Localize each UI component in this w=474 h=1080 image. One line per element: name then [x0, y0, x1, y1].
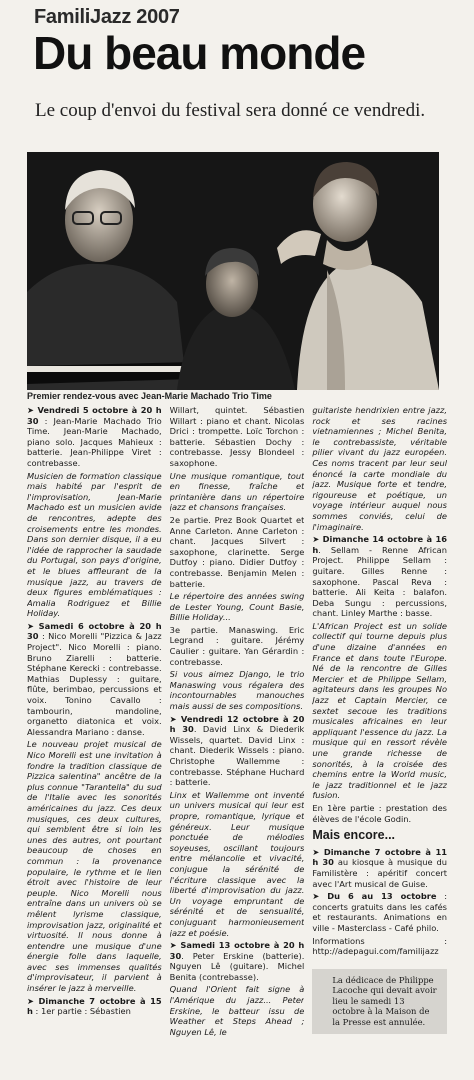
arrow-icon: ➤: [312, 846, 324, 857]
event-date: Vendredi 12 octobre à 20 h 30: [169, 713, 305, 735]
event-description: Le répertoire des années swing de Lester Young, Count Basie, Billie Holiday...: [169, 591, 305, 623]
info-link: Informations : http://adepagui.com/familijazz: [312, 935, 448, 957]
event-description: Une musique romantique, tout en finesse, fraîche et printanière dans un répertoire jazz et chansons françaises.: [169, 470, 305, 513]
event-lineup: : Nico Morelli "Pizzica & Jazz Project". Nico Morelli : piano. Bruno Ziarelli : batterie. Stéphane Kerecki : contrebasse. Mathias Duplessy : guitare, flûte, berimbao, percussions et voix. Tonino Cavallo : tambourin, mandoline, organetto diatonica et voix. Alessandra Mariano : danse.: [27, 631, 162, 737]
arrow-icon: ➤: [27, 995, 39, 1006]
kicker: FamiliJazz 2007: [34, 6, 180, 28]
event-date: Vendredi 5 octobre à 20 h 30: [27, 405, 162, 426]
notice-box: La dédicace de Philippe Lacoche qui devait avoir lieu le samedi 13 octobre à la Maison de la Presse est annulée.: [312, 969, 447, 1034]
event-vendredi-5: [27, 405, 162, 469]
arrow-icon: ➤: [169, 940, 181, 951]
event-lineup: . Peter Erskine (batterie). Nguyen Lê (guitare). Michel Benita (contrebasse).: [169, 950, 305, 982]
event-lineup: En 1ère partie : prestation des élèves de l'école Godin.: [312, 802, 448, 824]
event-date: Samedi 6 octobre à 20 h 30: [27, 620, 162, 642]
event-lineup: 3e partie. Manaswing. Eric Legrand : guitare. Jérémy Caulier : guitare. Yan Gérardin : contrebasse.: [169, 624, 305, 667]
event-dimanche-14: [312, 534, 447, 619]
event-lineup: : Jean-Marie Machado Trio Time. Jean-Marie Machado, piano solo. Jacques Mahieux : batterie. Jean-Philippe Viret : contrebasse.: [27, 415, 162, 468]
more-item: [312, 891, 447, 933]
column-1: [27, 405, 162, 1075]
event-date: Du 6 au 13 octobre: [327, 891, 437, 902]
arrow-icon: ➤: [27, 620, 39, 631]
headline: Du beau monde: [33, 27, 366, 79]
event-lineup: : 1er partie : Sébastien: [32, 1006, 131, 1017]
arrow-icon: ➤: [312, 534, 323, 545]
arrow-icon: ➤: [27, 405, 38, 415]
more-item: [312, 847, 447, 889]
event-vendredi-12: [170, 714, 305, 788]
event-date: Samedi 13 octobre à 20 h 30: [169, 940, 305, 961]
event-lineup: . David Linx & Diederik Wissels, quartet. David Linx : chant. Diederik Wissels : piano. Christophe Wallemme : contrebasse. Stéphane Huchard : batterie.: [169, 724, 305, 788]
event-lineup: 2e partie. Prez Book Quartet et Anne Carleton. Anne Carleton : chant. Jacques Silvert : saxophone, clarinette. Serge Dutfoy : piano. Didier Dutfoy : contrebasse. Benjamin Melen : batterie.: [169, 514, 305, 589]
arrow-icon: ➤: [312, 891, 328, 902]
event-description: Quand l'Orient fait signe à l'Amérique du jazz... Peter Erskine, le batteur issu de Weather et Steps Ahead ; Nguyen Lê, le: [169, 984, 305, 1037]
event-date: Dimanche 7 octobre à 15 h: [27, 995, 162, 1017]
event-description: guitariste hendrixien entre jazz, rock et ses racines vietnamiennes ; Michel Benita, le contrebassiste, véritable pilier vivant du jazz européen. Ces noms tracent par leur seul énoncé la carte mondiale du jazz. Musique forte et tendre, rigoureuse et poétique, un voyage intérieur auquel nous sommes conviés, celui de l'imaginaire.: [312, 405, 448, 532]
trio-photo: [27, 152, 439, 390]
event-samedi-6: [27, 621, 162, 738]
arrow-icon: ➤: [169, 713, 181, 724]
event-lineup: : concerts gratuits dans les cafés et restaurants. Animations en ville - Masterclass - Café philo.: [312, 891, 448, 933]
column-2: [170, 405, 305, 1075]
event-lineup: Willart, quintet. Sébastien Willart : piano et chant. Nicolas Drici : trompette. Loïc Torchon : batterie. Sébastien Dochy : contrebasse. Jessy Blondeel : saxophone.: [169, 405, 305, 468]
article-body: [27, 405, 447, 1075]
event-description: L'African Project est un solide collectif qui tourne depuis plus d'une dizaine d'années en France et dans toute l'Europe. Né de la rencontre de Gilles Mercier et de Philippe Sellam, agitateurs dans les groupes No Jazz et Captain Mercier, ce sextet secoue les traditions musicales africaines en leur appliquant l'essence du jazz. La musique qui en ressort révèle une grande richesse de sonorités, à la croisée des chemins entre la World music, le jazz traditionnel et le jazz fusion.: [312, 620, 448, 801]
event-description: Linx et Wallemme ont inventé un univers musical qui leur est propre, romantique, lyrique et généreux. Leur musique ponctuée de mélodies soyeuses, oscillant toujours entre mélancolie et vivacité, conjugue la sérénité de l'écriture classique avec la liberté d'improvisation du jazz. Un voyage empruntant de sérénité et de sensualité, conjuguant harmonieusement jazz et poésie.: [169, 789, 305, 938]
event-date: Dimanche 7 octobre à 11 h 30: [312, 846, 448, 868]
photo-caption: Premier rendez-vous avec Jean-Marie Machado Trio Time: [27, 391, 272, 401]
event-lineup: au kiosque à musique du Familistère : apéritif concert avec l'Art musical de Guise.: [312, 857, 448, 889]
event-date: Dimanche 14 octobre à 16 h: [312, 534, 448, 555]
more-heading: Mais encore...: [312, 828, 396, 843]
event-dimanche-7: [27, 996, 162, 1017]
event-lineup: . Sellam - Renne African Project. Philippe Sellam : guitare. Gilles Renne : saxophone. Pascal Reva : batterie. Ali Keita : balafon. Deba Sungu : percussions, chant. Linley Marthe : basse.: [312, 544, 448, 619]
deck: Le coup d'envoi du festival sera donné ce vendredi.: [35, 100, 426, 121]
event-description: Le nouveau projet musical de Nico Morelli est une invitation à fondre la tradition classique de Pizzica salentina" ancêtre de la plus connue "Tarantella" du sud de l'Italie avec les sonorités américaines du jazz. Ces deux musiques, ces deux cultures, qui semblent être si loin les unes des autres, ont pourtant beaucoup de choses en commun : la provenance populaire, le rythme et le lien étroit avec l'histoire de leur peuple. Nico Morelli nous entraîne dans un univers où se mêlent lyrisme classique, improvisation jazz, originalité et virtuosité. Il nous donne à entendre une musique d'une énergie folle dans laquelle, avec ses immenses qualités d'improvisateur, il parvient à insérer le jazz à merveille.: [27, 739, 162, 994]
event-description: Musicien de formation classique mais habité par l'esprit de l'improvisation, Jean-Marie Machado est un musicien avide de rencontres, adepte des croisements entre les mondes. Dans son dernier disque, il a eu l'idée de rapprocher la saudade du Portugal, son pays d'origine, et le blues affleurant de la musique jazz, au travers de deux figures emblématiques : Amalia Rodriguez et Billie Holiday.: [27, 470, 162, 619]
event-description: Si vous aimez Django, le trio Manaswing vous régalera des incontournables manouches mais aussi de ses compositions.: [169, 669, 305, 712]
column-3: [312, 405, 447, 1075]
event-samedi-13: [170, 940, 305, 982]
